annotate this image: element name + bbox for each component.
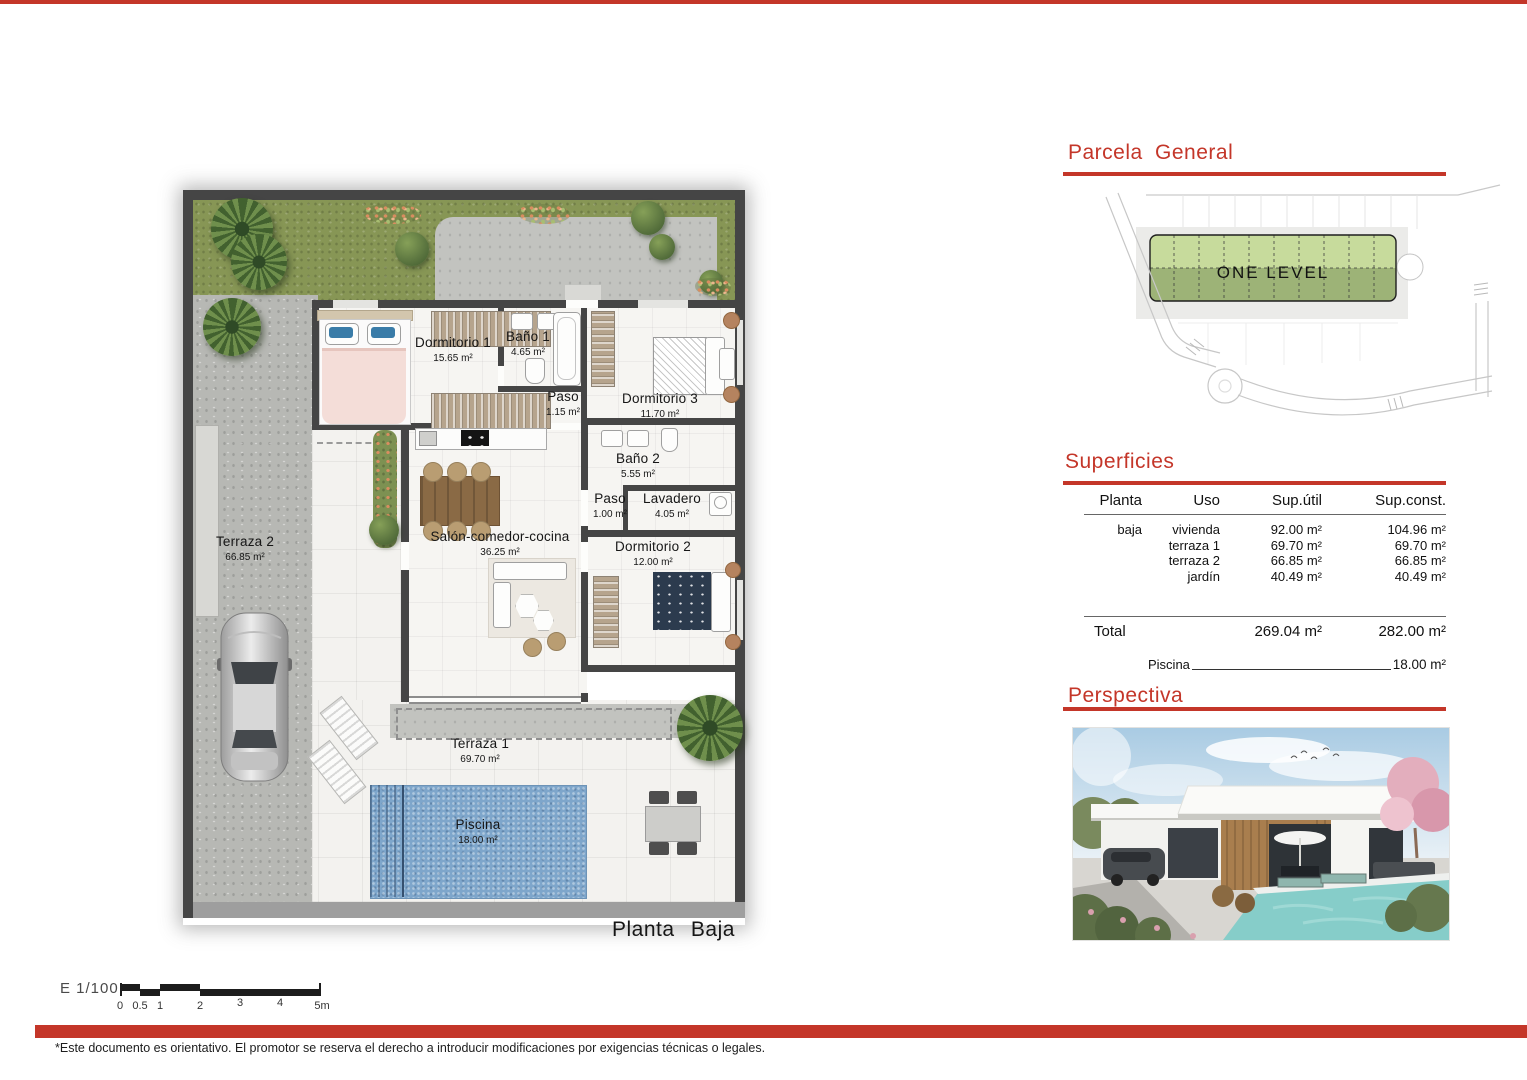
entry-step	[565, 285, 601, 300]
perspectiva-title: Perspectiva	[1068, 684, 1184, 707]
nightstand-icon	[723, 386, 740, 403]
table-piscina-row: Piscina 18.00 m²	[1148, 657, 1446, 672]
outdoor-chair-icon	[677, 842, 697, 855]
outdoor-chair-icon	[649, 791, 669, 804]
table-row: baja vivienda 92.00 m² 104.96 m²	[1117, 522, 1446, 537]
superficies-underline	[1063, 481, 1446, 485]
room-label-lavadero: Lavadero 4.05 m²	[643, 491, 701, 520]
footnote: *Este documento es orientativo. El promotor se reserva el derecho a introducir modificaciones por exigencias técnicas o legales.	[55, 1041, 766, 1055]
washer-drum	[714, 496, 727, 509]
table-total-row: Total 269.04 m² 282.00 m²	[1094, 623, 1446, 640]
parcela-underline	[1063, 172, 1446, 176]
superficies-title: Superficies	[1065, 450, 1175, 473]
scale-tick: 0.5	[132, 1000, 148, 1012]
room-label-piscina: Piscina 18.00 m²	[455, 817, 501, 846]
sliding-glass-door	[409, 696, 581, 704]
bush-icon	[631, 201, 665, 235]
sofa-icon	[493, 562, 567, 580]
site-plan	[1088, 183, 1502, 455]
room-label-dormitorio1: Dormitorio 1 15.65 m²	[415, 335, 491, 364]
table-header-row: Planta Uso Sup.útil Sup.const.	[1099, 492, 1446, 509]
scale-tick: 4	[276, 997, 284, 1009]
room-label-paso1: Paso 1.15 m²	[546, 389, 580, 418]
scale-tick: 2	[196, 1000, 204, 1012]
flowerbed-icon	[518, 204, 570, 224]
dining-table-icon	[420, 476, 500, 526]
pillow	[371, 327, 395, 338]
flowerbed-icon	[363, 204, 421, 224]
outdoor-chair-icon	[677, 791, 697, 804]
nightstand-icon	[725, 562, 741, 578]
superficies-table	[1060, 492, 1446, 672]
bed-icon	[653, 337, 707, 395]
bush-icon	[369, 515, 399, 545]
room-label-dormitorio2: Dormitorio 2 12.00 m²	[615, 539, 691, 568]
toilet-icon	[525, 358, 545, 384]
armchair-icon	[523, 638, 542, 657]
parcela-title: Parcela General	[1068, 141, 1234, 164]
palm-tree-icon	[203, 298, 261, 356]
scale-tick: 0	[116, 1000, 124, 1012]
perspectiva-underline	[1063, 707, 1446, 711]
sink-icon	[627, 430, 649, 447]
scale-label: E 1/100	[60, 980, 119, 997]
room-label-salon: Salón-comedor-cocina 36.25 m²	[430, 529, 570, 558]
top-red-rule	[0, 0, 1527, 4]
room-label-terraza1: Terraza 1 69.70 m²	[450, 736, 510, 765]
pergola-dashed-outline	[396, 708, 672, 740]
room-label-bano1: Baño 1 4.65 m²	[506, 329, 550, 358]
kitchen-sink-icon	[419, 431, 437, 446]
scale-tick: 5m	[314, 1000, 330, 1012]
table-row: jardín 40.49 m² 40.49 m²	[1187, 568, 1446, 584]
palm-tree-icon	[677, 695, 743, 761]
bed-icon	[653, 572, 711, 630]
bush-icon	[395, 232, 429, 266]
room-label-paso2: Paso 1.00 m²	[593, 491, 627, 520]
armchair-icon	[547, 632, 566, 651]
table-row: terraza 1 69.70 m² 69.70 m²	[1168, 537, 1446, 553]
nightstand-icon	[725, 634, 741, 650]
porch-dashed-line	[317, 442, 381, 444]
nightstand-icon	[723, 312, 740, 329]
bottom-red-rule	[35, 1025, 1527, 1038]
scale-tick: 3	[236, 997, 244, 1009]
outdoor-chair-icon	[649, 842, 669, 855]
plot-bottom-band	[193, 902, 745, 918]
bush-icon	[649, 234, 675, 260]
room-label-bano2: Baño 2 5.55 m²	[616, 451, 660, 480]
perspective-photo	[1072, 727, 1450, 941]
room-label-dormitorio3: Dormitorio 3 11.70 m²	[622, 391, 698, 420]
sink-icon	[601, 430, 623, 447]
sink-icon	[511, 313, 533, 330]
palm-tree-icon	[231, 234, 287, 290]
pool-steps	[370, 785, 402, 897]
table-row: terraza 2 66.85 m² 66.85 m²	[1168, 553, 1446, 568]
toilet-icon	[661, 428, 678, 452]
plan-title: Planta Baja	[612, 918, 735, 941]
outdoor-table-icon	[645, 806, 701, 842]
stove-icon	[461, 430, 489, 446]
pillow	[329, 327, 353, 338]
side-planter	[195, 425, 219, 617]
scale-tick: 1	[156, 1000, 164, 1012]
floor-plan	[183, 190, 745, 925]
flowerbed-icon	[695, 278, 731, 296]
one-level-label: ONE LEVEL	[1216, 263, 1330, 282]
wardrobe-icon	[591, 311, 615, 387]
room-label-terraza2: Terraza 2 66.85 m²	[215, 534, 275, 563]
car-icon	[216, 608, 293, 786]
sofa-icon	[493, 582, 511, 628]
pool-lane-line	[402, 785, 404, 897]
wardrobe-icon	[593, 576, 619, 648]
